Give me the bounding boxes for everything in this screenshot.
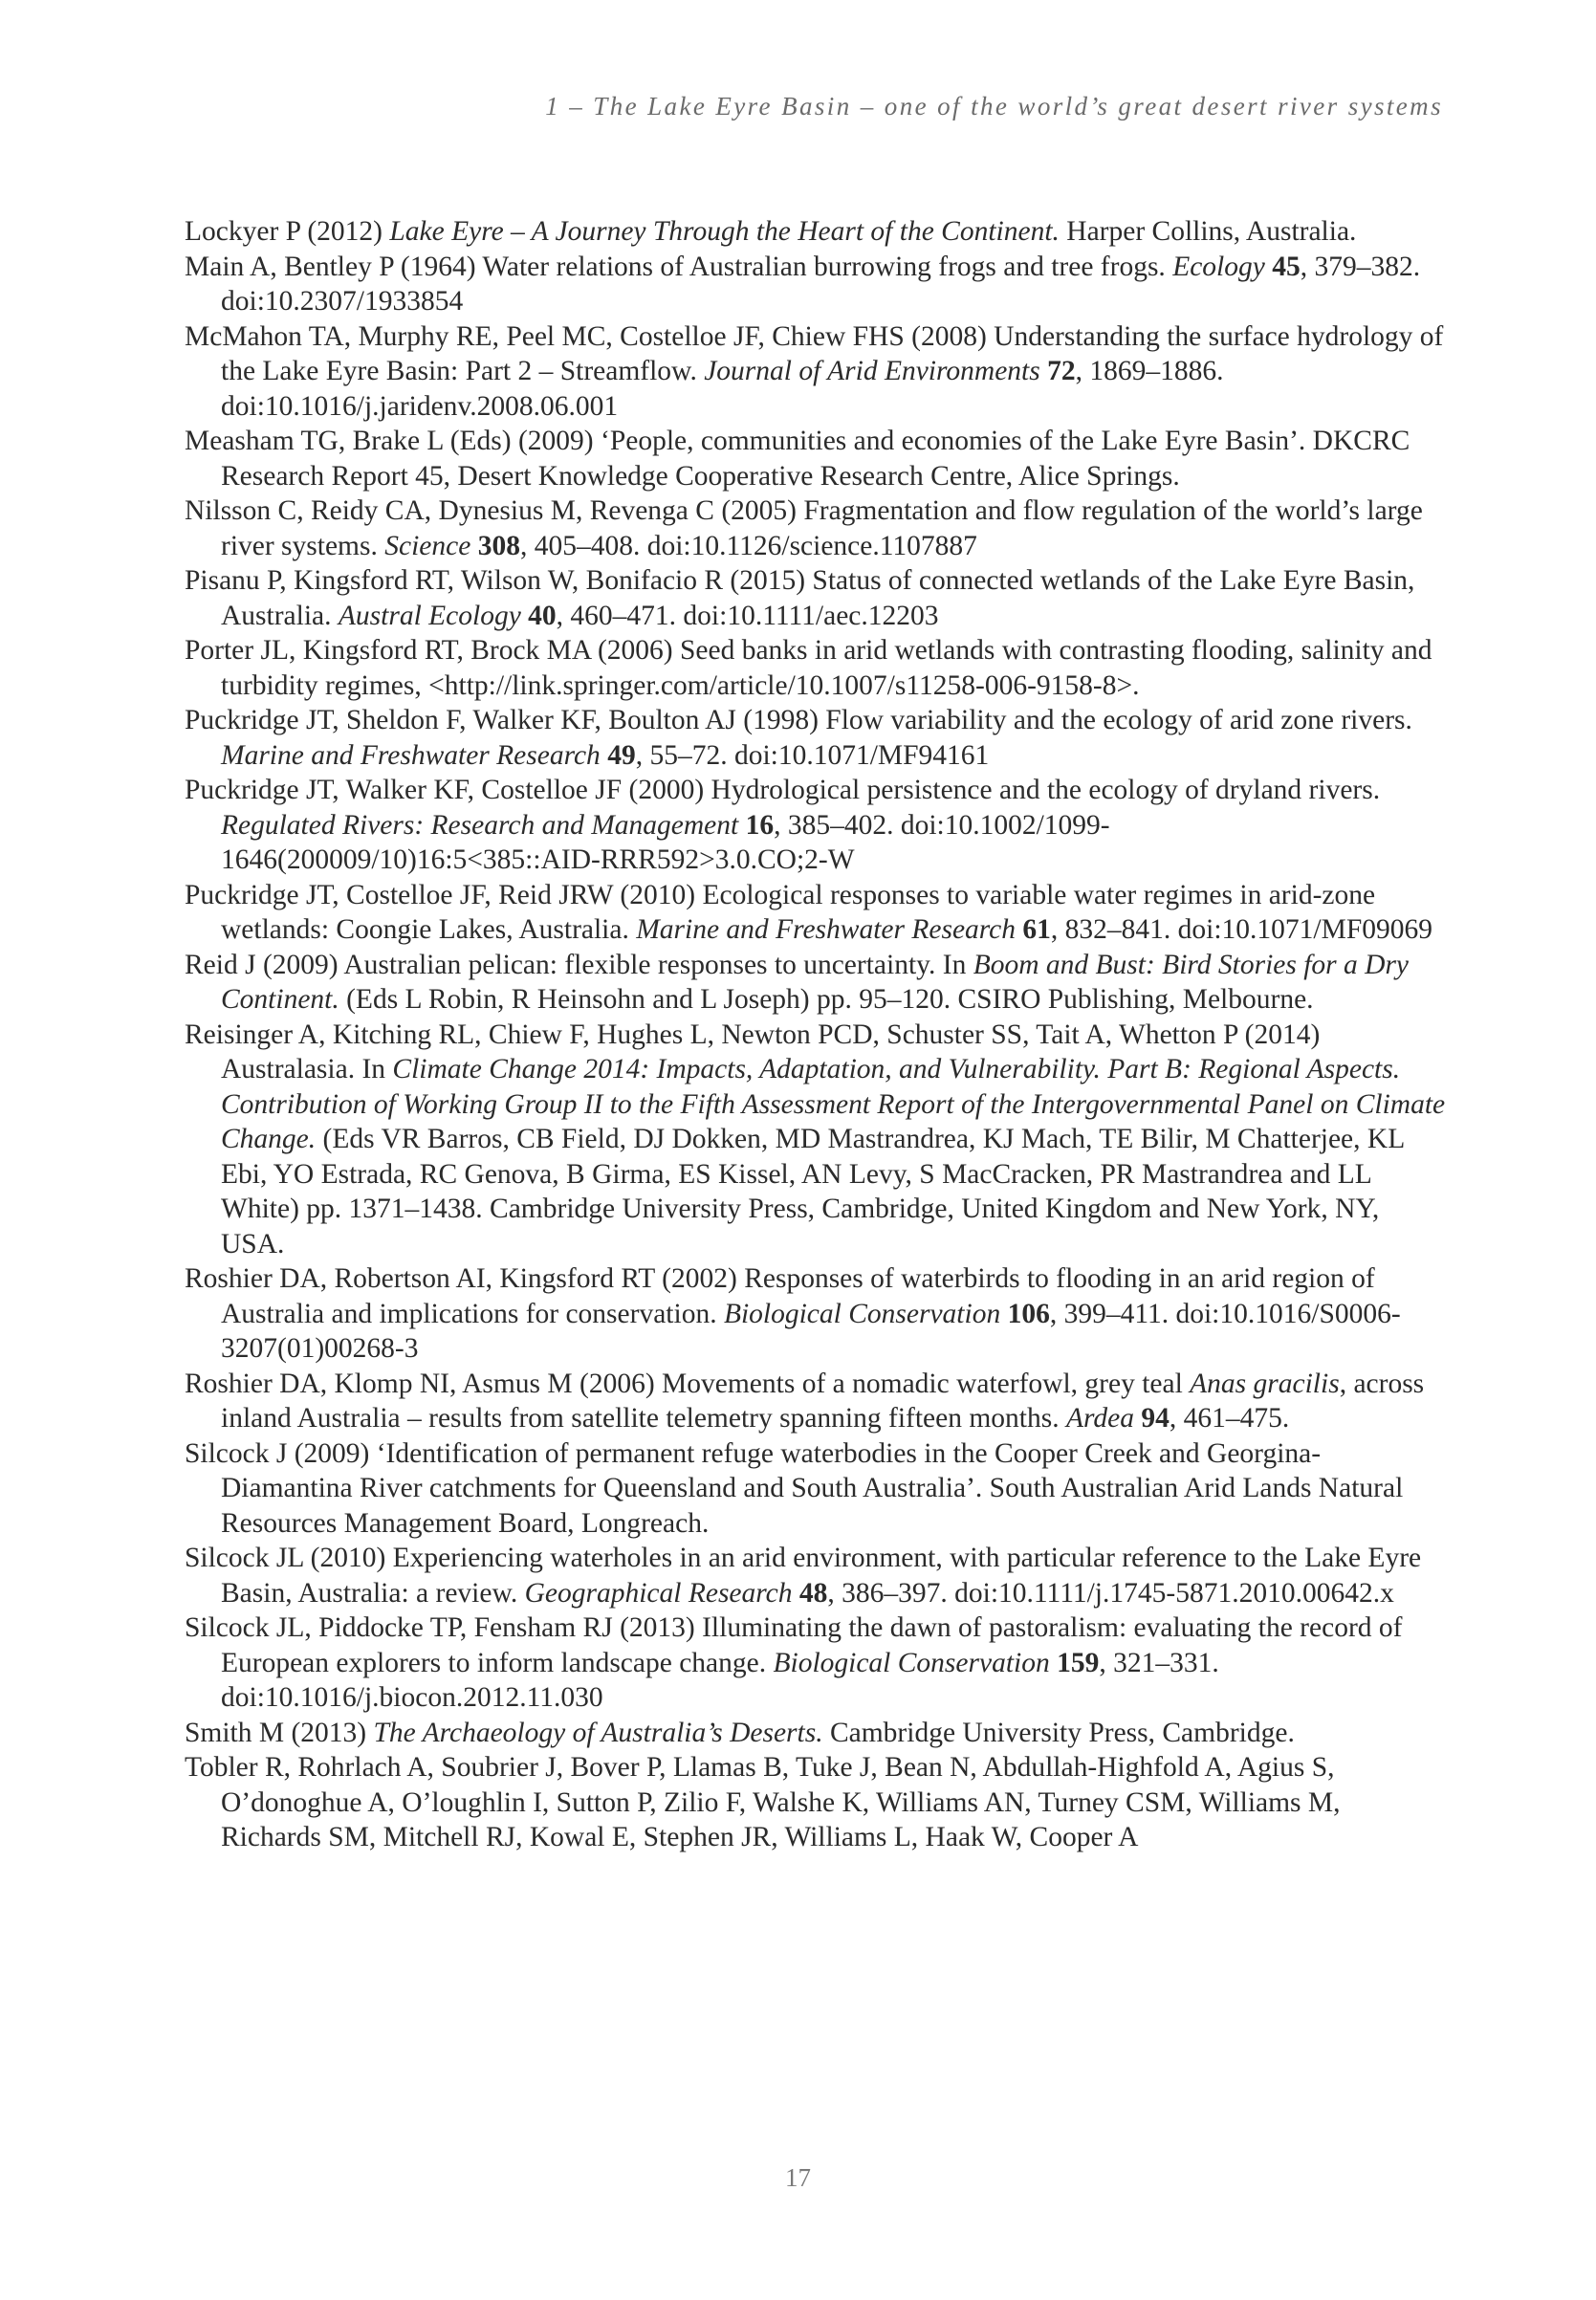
reference-text: , 460–471. doi:10.1111/aec.12203 — [556, 600, 939, 631]
reference-volume: 72 — [1047, 356, 1076, 386]
reference-entry — [185, 319, 1447, 425]
reference-entry — [185, 1436, 1447, 1542]
reference-text: Silcock JL, Piddocke TP, Fensham RJ (2013) Illuminating the dawn of pastoralism: evaluating the record of European explorers to inform landscape change. — [185, 1612, 1403, 1678]
reference-volume: 61 — [1022, 914, 1051, 945]
reference-text — [470, 531, 477, 561]
reference-entry — [185, 250, 1447, 319]
reference-entry — [185, 1610, 1447, 1716]
reference-text: Reisinger A, Kitching RL, Chiew F, Hughes L, Newton PCD, Schuster SS, Tait A, Whetton P (2014) Australasia. In — [185, 1019, 1321, 1084]
reference-entry — [185, 1261, 1447, 1367]
reference-list — [185, 214, 1447, 1855]
reference-italic-text: Regulated Rivers: Research and Management — [221, 809, 739, 841]
reference-italic-text: Boom and Bust: Bird Stories for a Dry Continent. — [221, 949, 1410, 1015]
reference-text: , 321–331. doi:10.1016/j.biocon.2012.11.030 — [221, 1647, 1219, 1713]
reference-italic-text: Biological Conservation — [723, 1298, 1001, 1329]
reference-text: , 832–841. doi:10.1071/MF09069 — [1050, 914, 1433, 945]
reference-entry — [185, 1018, 1447, 1262]
reference-text: Reid J (2009) Australian pelican: flexible responses to uncertainty. In — [185, 949, 973, 980]
reference-text: Pisanu P, Kingsford RT, Wilson W, Bonifacio R (2015) Status of connected wetlands of the Lake Eyre Basin, Australia. — [185, 565, 1415, 631]
reference-volume: 308 — [477, 530, 520, 561]
reference-italic-text: Marine and Freshwater Research — [636, 914, 1017, 945]
reference-volume: 16 — [745, 809, 775, 841]
reference-entry — [185, 563, 1447, 633]
reference-italic-text: Austral Ecology — [338, 600, 521, 631]
reference-volume: 40 — [528, 600, 557, 631]
reference-entry — [185, 1541, 1447, 1610]
reference-entry — [185, 773, 1447, 878]
reference-italic-text: Ecology — [1172, 251, 1265, 282]
reference-text — [793, 1578, 799, 1609]
reference-italic-text: The Archaeology of Australia’s Deserts. — [373, 1717, 823, 1748]
reference-text: Puckridge JT, Sheldon F, Walker KF, Boulton AJ (1998) Flow variability and the ecology of arid zone rivers. — [185, 705, 1412, 735]
reference-text: Puckridge JT, Costelloe JF, Reid JRW (2010) Ecological responses to variable water regimes in arid-zone wetlands: Coongie Lakes, Australia. — [185, 879, 1376, 945]
reference-text: , 55–72. doi:10.1071/MF94161 — [635, 739, 990, 771]
reference-entry — [185, 214, 1447, 250]
reference-volume: 106 — [1007, 1298, 1050, 1329]
reference-italic-text: Biological Conservation — [773, 1647, 1050, 1678]
reference-text: , 461–475. — [1169, 1403, 1290, 1434]
reference-text: Nilsson C, Reidy CA, Dynesius M, Revenga C (2005) Fragmentation and flow regulation of the world’s large river systems. — [185, 495, 1423, 561]
reference-text: Silcock JL (2010) Experiencing waterholes in an arid environment, with particular reference to the Lake Eyre Basin, Australia: a review. — [185, 1543, 1422, 1609]
reference-italic-text: Climate Change 2014: Impacts, Adaptation, and Vulnerability. Part B: Regional Aspects. Contribution of Working Group II to the Fifth Assessment Report of the Intergovernmental Panel on Climate Change. — [221, 1054, 1446, 1154]
reference-italic-text: Lake Eyre – A Journey Through the Heart of the Continent. — [389, 216, 1060, 247]
reference-entry — [185, 948, 1447, 1018]
reference-italic-text: Marine and Freshwater Research — [221, 739, 601, 771]
reference-entry — [185, 1716, 1447, 1751]
reference-text: , 379–382. doi:10.2307/1933854 — [221, 251, 1421, 317]
reference-text: McMahon TA, Murphy RE, Peel MC, Costelloe JF, Chiew FHS (2008) Understanding the surface hydrology of the Lake Eyre Basin: Part 2 – Streamflow. — [185, 320, 1444, 386]
reference-entry — [185, 493, 1447, 563]
reference-entry — [185, 424, 1447, 493]
reference-text: Puckridge JT, Walker KF, Costelloe JF (2000) Hydrological persistence and the ecology of dryland rivers. — [185, 775, 1381, 805]
reference-text: Main A, Bentley P (1964) Water relations of Australian burrowing frogs and tree frogs. — [185, 251, 1173, 282]
reference-text: Roshier DA, Robertson AI, Kingsford RT (2002) Responses of waterbirds to flooding in an arid region of Australia and implications for conservation. — [185, 1263, 1375, 1329]
reference-text: , across inland Australia – results from satellite telemetry spanning fifteen months. — [221, 1368, 1425, 1434]
reference-text — [738, 810, 745, 841]
reference-volume: 48 — [798, 1577, 828, 1609]
reference-text: Harper Collins, Australia. — [1059, 216, 1357, 247]
reference-text: (Eds VR Barros, CB Field, DJ Dokken, MD Mastrandrea, KJ Mach, TE Bilir, M Chatterjee, KL Ebi, YO Estrada, RC Genova, B Girma, ES Kissel, AN Levy, S MacCracken, PR Mastrandrea and LL White) pp. 1371–1438. Cambridge University Press, Cambridge, United Kingdom and New York, NY, USA. — [221, 1124, 1405, 1260]
reference-text: , 1869–1886. doi:10.1016/j.jaridenv.2008.06.001 — [221, 356, 1224, 422]
reference-volume: 94 — [1141, 1403, 1170, 1434]
reference-text: Lockyer P (2012) — [185, 216, 390, 247]
reference-text: Smith M (2013) — [185, 1717, 374, 1748]
reference-italic-text: Geographical Research — [524, 1577, 793, 1609]
reference-text: Silcock J (2009) ‘Identification of permanent refuge waterbodies in the Cooper Creek and Georgina-Diamantina River catchments for Queensland and South Australia’. South Australian Arid Lands Natural Resources Management Board, Longreach. — [185, 1437, 1404, 1539]
reference-entry — [185, 633, 1447, 703]
reference-volume: 49 — [607, 739, 636, 771]
reference-text: Cambridge University Press, Cambridge. — [822, 1717, 1295, 1748]
reference-text: , 399–411. doi:10.1016/S0006-3207(01)00268-3 — [221, 1298, 1401, 1364]
reference-text — [1040, 356, 1047, 386]
reference-text: Tobler R, Rohrlach A, Soubrier J, Bover P, Llamas B, Tuke J, Bean N, Abdullah-Highfold A, Agius S, O’donoghue A, O’loughlin I, Sutton P, Zilio F, Walshe K, Williams AN, Turney CSM, Williams M, Richards SM, Mitchell RJ, Kowal E, Stephen JR, Williams L, Haak W, Cooper A — [185, 1752, 1341, 1852]
page-number: 17 — [785, 2163, 811, 2192]
reference-text: Roshier DA, Klomp NI, Asmus M (2006) Movements of a nomadic waterfowl, grey teal — [185, 1368, 1191, 1399]
reference-italic-text: Ardea — [1065, 1403, 1134, 1434]
reference-entry — [185, 878, 1447, 948]
reference-volume: 45 — [1272, 251, 1301, 282]
reference-text: , 405–408. doi:10.1126/science.1107887 — [519, 530, 977, 561]
reference-volume: 159 — [1057, 1647, 1100, 1678]
reference-text: Porter JL, Kingsford RT, Brock MA (2006) Seed banks in arid wetlands with contrasting flooding, salinity and turbidity regimes, <http://link.springer.com/article/10.1007/s11258-006-9158-8>. — [185, 635, 1432, 701]
reference-text — [1000, 1299, 1007, 1329]
running-header: 1 – The Lake Eyre Basin – one of the world’s great desert river systems — [545, 92, 1443, 120]
reference-italic-text: Anas gracilis — [1190, 1368, 1340, 1399]
reference-entry — [185, 1750, 1447, 1855]
reference-italic-text: Science — [384, 530, 471, 561]
reference-text: Measham TG, Brake L (Eds) (2009) ‘People, communities and economies of the Lake Eyre Basin’. DKCRC Research Report 45, Desert Knowledge Cooperative Research Centre, Alice Springs. — [185, 426, 1410, 492]
reference-text — [1050, 1648, 1057, 1678]
reference-entry — [185, 1367, 1447, 1436]
reference-text: (Eds L Robin, R Heinsohn and L Joseph) pp. 95–120. CSIRO Publishing, Melbourne. — [339, 984, 1314, 1015]
reference-entry — [185, 703, 1447, 773]
reference-text: , 385–402. doi:10.1002/1099-1646(200009/10)16:5<385::AID-RRR592>3.0.CO;2-W — [221, 809, 1110, 875]
reference-text: , 386–397. doi:10.1111/j.1745-5871.2010.00642.x — [827, 1577, 1394, 1609]
reference-italic-text: Journal of Arid Environments — [704, 356, 1040, 386]
